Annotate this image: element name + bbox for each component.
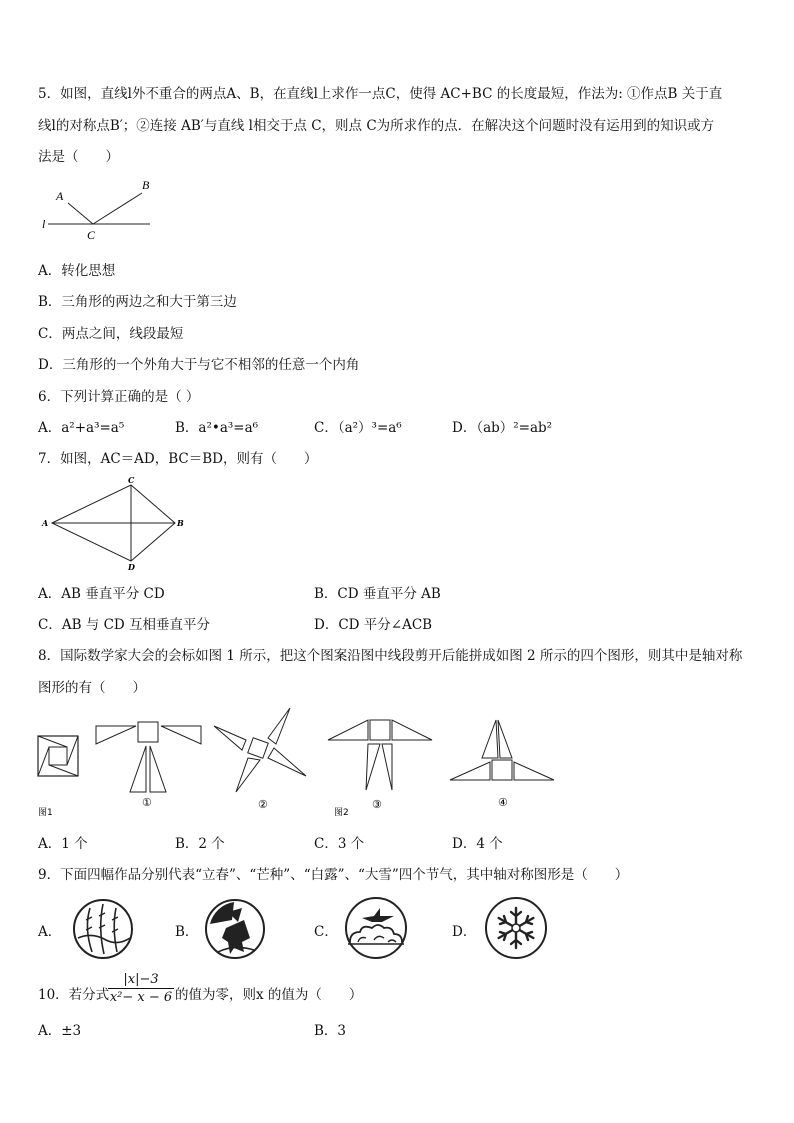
q5-option-d[interactable]: D．三角形的一个外角大于与它不相邻的任意一个内角 [38,357,360,373]
label-a: A [42,518,49,528]
q10-fraction [108,972,174,1005]
q7-option-d[interactable]: D．CD 平分∠ACB [314,617,433,633]
fig2-shape-3 [328,720,432,790]
label-circle-2: ② [258,798,268,811]
q10-stem-suffix: 的值为零，则x 的值为（ ） [175,987,363,1003]
q8-stem-line2: 图形的有（ ） [38,680,146,696]
q8-option-a[interactable]: A．1 个 [38,836,88,852]
q5-stem-line1: 5．如图，直线l外不重合的两点A、B，在直线l上求作一点C，使得 AC+BC 的长度最短，作法为: ①作点B 关于直 [38,86,723,102]
q6-option-c[interactable]: C．（a²）³=a⁶ [314,420,402,436]
segment-ac [68,203,93,224]
q8-option-d[interactable]: D．4 个 [452,836,503,852]
q5-option-a[interactable]: A．转化思想 [38,263,116,279]
q9-option-b-label[interactable]: B． [175,924,199,940]
q6-stem: 6．下列计算正确的是（ ） [38,389,200,405]
q9-option-b-image[interactable] [204,898,266,960]
q5-stem-line3: 法是（ ） [38,149,119,165]
fig2-shape-1 [96,722,201,792]
q5-option-b[interactable]: B．三角形的两边之和大于第三边 [38,294,237,310]
q9-option-c-label[interactable]: C． [314,924,338,940]
q6-option-b[interactable]: B．a²•a³=a⁶ [175,420,259,436]
label-b: B [142,178,150,192]
label-a: A [56,189,64,203]
q6-option-a[interactable]: A．a²+a³=a⁵ [38,420,125,436]
q5-stem-line2: 线l的对称点B′；②连接 AB′与直线 l相交于点 C，则点 C为所求作的点．在解决这个问题时没有运用到的知识或方 [38,118,715,134]
label-c: C [87,228,96,242]
label-d: D [128,562,135,572]
label-fig1: 图1 [38,808,53,818]
q10-numerator: |x|−3 [108,972,174,989]
fig2-shape-2 [214,708,306,792]
q9-option-a-image[interactable] [72,898,134,960]
q9-option-d-image[interactable] [484,896,548,960]
q7-figure [40,476,190,571]
label-l: l [42,217,46,231]
q9-option-d-label[interactable]: D． [452,924,477,940]
q10-option-b[interactable]: B．3 [314,1023,347,1039]
q10-denominator: x²− x − 6 [109,990,173,1005]
q9-option-a-label[interactable]: A． [38,924,62,940]
q7-option-b[interactable]: B．CD 垂直平分 AB [314,586,441,602]
label-c: C [128,475,135,485]
q7-option-c[interactable]: C．AB 与 CD 互相垂直平分 [38,617,211,633]
fig1-logo [38,736,78,776]
q8-option-b[interactable]: B．2 个 [175,836,225,852]
label-circle-1: ① [142,796,152,809]
q9-option-c-image[interactable] [344,896,408,960]
q7-option-a[interactable]: A．AB 垂直平分 CD [38,586,165,602]
q7-stem: 7．如图，AC＝AD，BC＝BD，则有（ ） [38,451,318,467]
q10-option-a[interactable]: A．±3 [38,1023,82,1039]
q6-option-d[interactable]: D．（ab）²=ab² [452,420,553,436]
q10-stem-prefix: 10．若分式 [38,987,110,1003]
q9-stem: 9．下面四幅作品分别代表“立春”、“芒种”、“白露”、“大雪”四个节气，其中轴对称图形是（ ） [38,867,629,883]
segment-bc [93,193,142,224]
q8-stem-line1: 8．国际数学家大会的会标如图 1 所示，把这个图案沿图中线段剪开后能拼成如图 2 所示的四个图形，则其中是轴对称 [38,648,743,664]
fig2-shape-4 [450,720,554,780]
label-fig2: 图2 [334,808,349,818]
label-b: B [177,518,184,528]
q5-option-c[interactable]: C．两点之间，线段最短 [38,326,184,342]
label-circle-3: ③ [372,798,382,811]
label-circle-4: ④ [498,796,508,809]
q8-option-c[interactable]: C．3 个 [314,836,365,852]
q8-figures [36,704,566,824]
q5-figure [40,175,160,245]
